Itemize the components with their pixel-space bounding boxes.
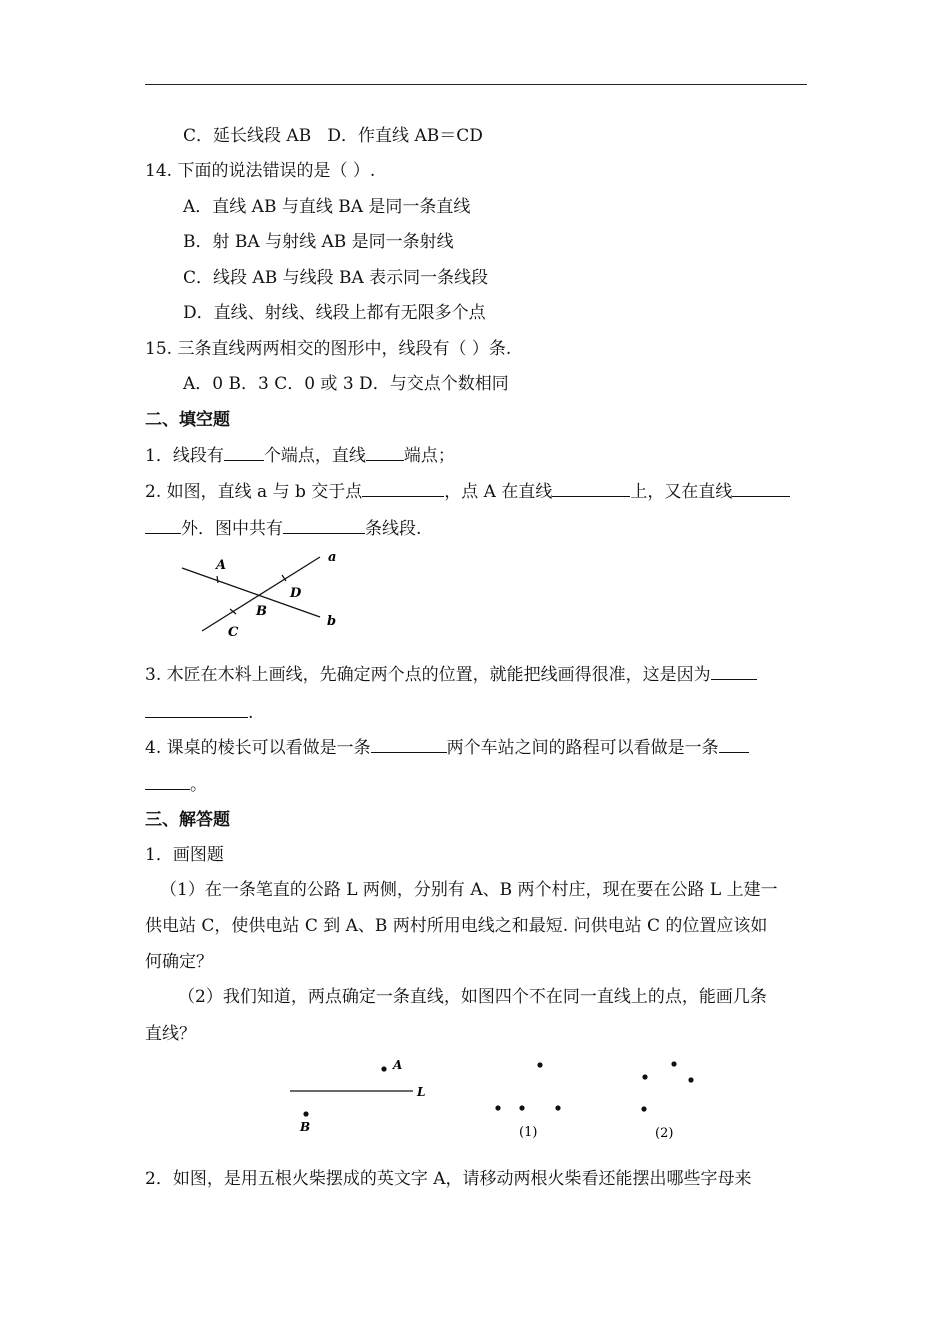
answer-q1-part2-line1: （2）我们知道，两点确定一条直线，如图四个不在同一直线上的点，能画几条 [178, 987, 767, 1007]
fill-q1-text-a: 1．线段有 [145, 446, 224, 466]
q13-option-d: D．作直线 AB＝CD [327, 126, 483, 146]
label-point-b: B [256, 604, 267, 619]
fill-q4-blank-1[interactable] [371, 735, 447, 753]
label-line-a: a [328, 550, 337, 565]
fig1-caption: (1) [519, 1125, 538, 1140]
fill-q2-text-c: 上，又在直线 [630, 482, 733, 502]
fig2-dot-right [688, 1077, 693, 1082]
q15-options: A．0 B．3 C．0 或 3 D．与交点个数相同 [183, 374, 509, 394]
section-fill-in-title: 二、填空题 [145, 410, 230, 430]
fill-q2-blank-2[interactable] [552, 479, 630, 497]
fill-q2-blank-4[interactable] [283, 516, 365, 534]
fill-q2-blank-3a[interactable] [732, 479, 790, 497]
fill-q3-line2 [145, 700, 253, 725]
answer-q1-part1-line3: 何确定？ [145, 952, 213, 972]
intersecting-lines-figure [170, 545, 350, 645]
fill-q2-text-b: ，点 A 在直线 [444, 482, 553, 502]
q14-stem: 14. 下面的说法错误的是（ ）. [145, 161, 376, 181]
fig1-dot-top [537, 1062, 542, 1067]
q14-option-a: A．直线 AB 与直线 BA 是同一条直线 [183, 197, 471, 217]
answer-q2: 2．如图，是用五根火柴摆成的英文字 A，请移动两根火柴看还能摆出哪些字母来 [145, 1169, 752, 1189]
answer-q1-part1-line2: 供电站 C，使供电站 C 到 A、B 两村所用电线之和最短. 问供电站 C 的位置应该如 [145, 916, 768, 936]
fill-q4-text-c: 。 [190, 775, 207, 795]
fig1-dot-mid [519, 1105, 524, 1110]
label-road-l: L [417, 1085, 426, 1099]
label-point-a: A [216, 558, 227, 573]
point-b-dot [303, 1111, 308, 1116]
answer-q1-part2-line2: 直线？ [145, 1024, 196, 1044]
fig2-dot-bottom [641, 1106, 646, 1111]
fill-q1-blank-2[interactable] [366, 443, 404, 461]
q14-option-b: B．射 BA 与射线 AB 是同一条射线 [183, 232, 454, 252]
fill-q2-line2 [145, 516, 421, 541]
label-point-d: D [290, 586, 302, 601]
fig2-dot-left [642, 1074, 647, 1079]
section-answer-title: 三、解答题 [145, 810, 230, 830]
label-line-b: b [327, 614, 337, 629]
answer-q1-title: 1．画图题 [145, 845, 224, 865]
fill-q2-text-d: 外．图中共有 [181, 519, 283, 539]
fill-q4-line1 [145, 735, 749, 760]
fig1-dot-right [555, 1105, 560, 1110]
point-a-dot [381, 1066, 386, 1071]
label-point-c: C [228, 625, 239, 640]
fill-q1 [145, 443, 455, 468]
fill-q1-blank-1[interactable] [224, 443, 264, 461]
fill-q2-text-a: 2. 如图，直线 a 与 b 交于点 [145, 482, 363, 502]
label-village-b: B [300, 1120, 311, 1134]
answer-q1-part1-line1: （1）在一条笔直的公路 L 两侧，分别有 A、B 两个村庄，现在要在公路 L 上建一 [160, 880, 778, 900]
fill-q2-blank-1[interactable] [362, 479, 444, 497]
fill-q1-text-b: 个端点，直线 [263, 446, 366, 466]
q15-stem: 15. 三条直线两两相交的图形中，线段有（ ）条. [145, 339, 512, 359]
fill-q4-blank-2a[interactable] [719, 735, 749, 753]
fill-q4-blank-2b[interactable] [145, 772, 190, 790]
fig2-dot-top [671, 1061, 676, 1066]
header-rule [145, 84, 807, 85]
fill-q3-blank-b[interactable] [145, 700, 248, 718]
point-figures [280, 1052, 720, 1147]
fill-q4-line2 [145, 772, 207, 797]
fig1-dot-left [495, 1105, 500, 1110]
q14-option-c: C．线段 AB 与线段 BA 表示同一条线段 [183, 268, 489, 288]
fill-q2-blank-3b[interactable] [145, 516, 181, 534]
fill-q3-line1 [145, 662, 757, 687]
q13-options-cd [183, 124, 483, 148]
q14-option-d: D．直线、射线、线段上都有无限多个点 [183, 303, 486, 323]
fig2-caption: (2) [655, 1126, 674, 1141]
q13-option-c: C．延长线段 AB [183, 126, 312, 146]
fill-q2-text-e: 条线段. [365, 519, 422, 539]
point-a-tick [217, 576, 218, 583]
fill-q3-text-b: . [248, 703, 254, 723]
label-village-a: A [393, 1058, 403, 1072]
fill-q3-blank-a[interactable] [711, 662, 757, 680]
fill-q1-text-c: 端点； [403, 446, 455, 466]
fill-q4-text-a: 4. 课桌的棱长可以看做是一条 [145, 738, 371, 758]
fill-q2-line1 [145, 479, 790, 504]
fill-q4-text-b: 两个车站之间的路程可以看做是一条 [446, 738, 719, 758]
fill-q3-text-a: 3. 木匠在木料上画线，先确定两个点的位置，就能把线画得很准，这是因为 [145, 665, 711, 685]
